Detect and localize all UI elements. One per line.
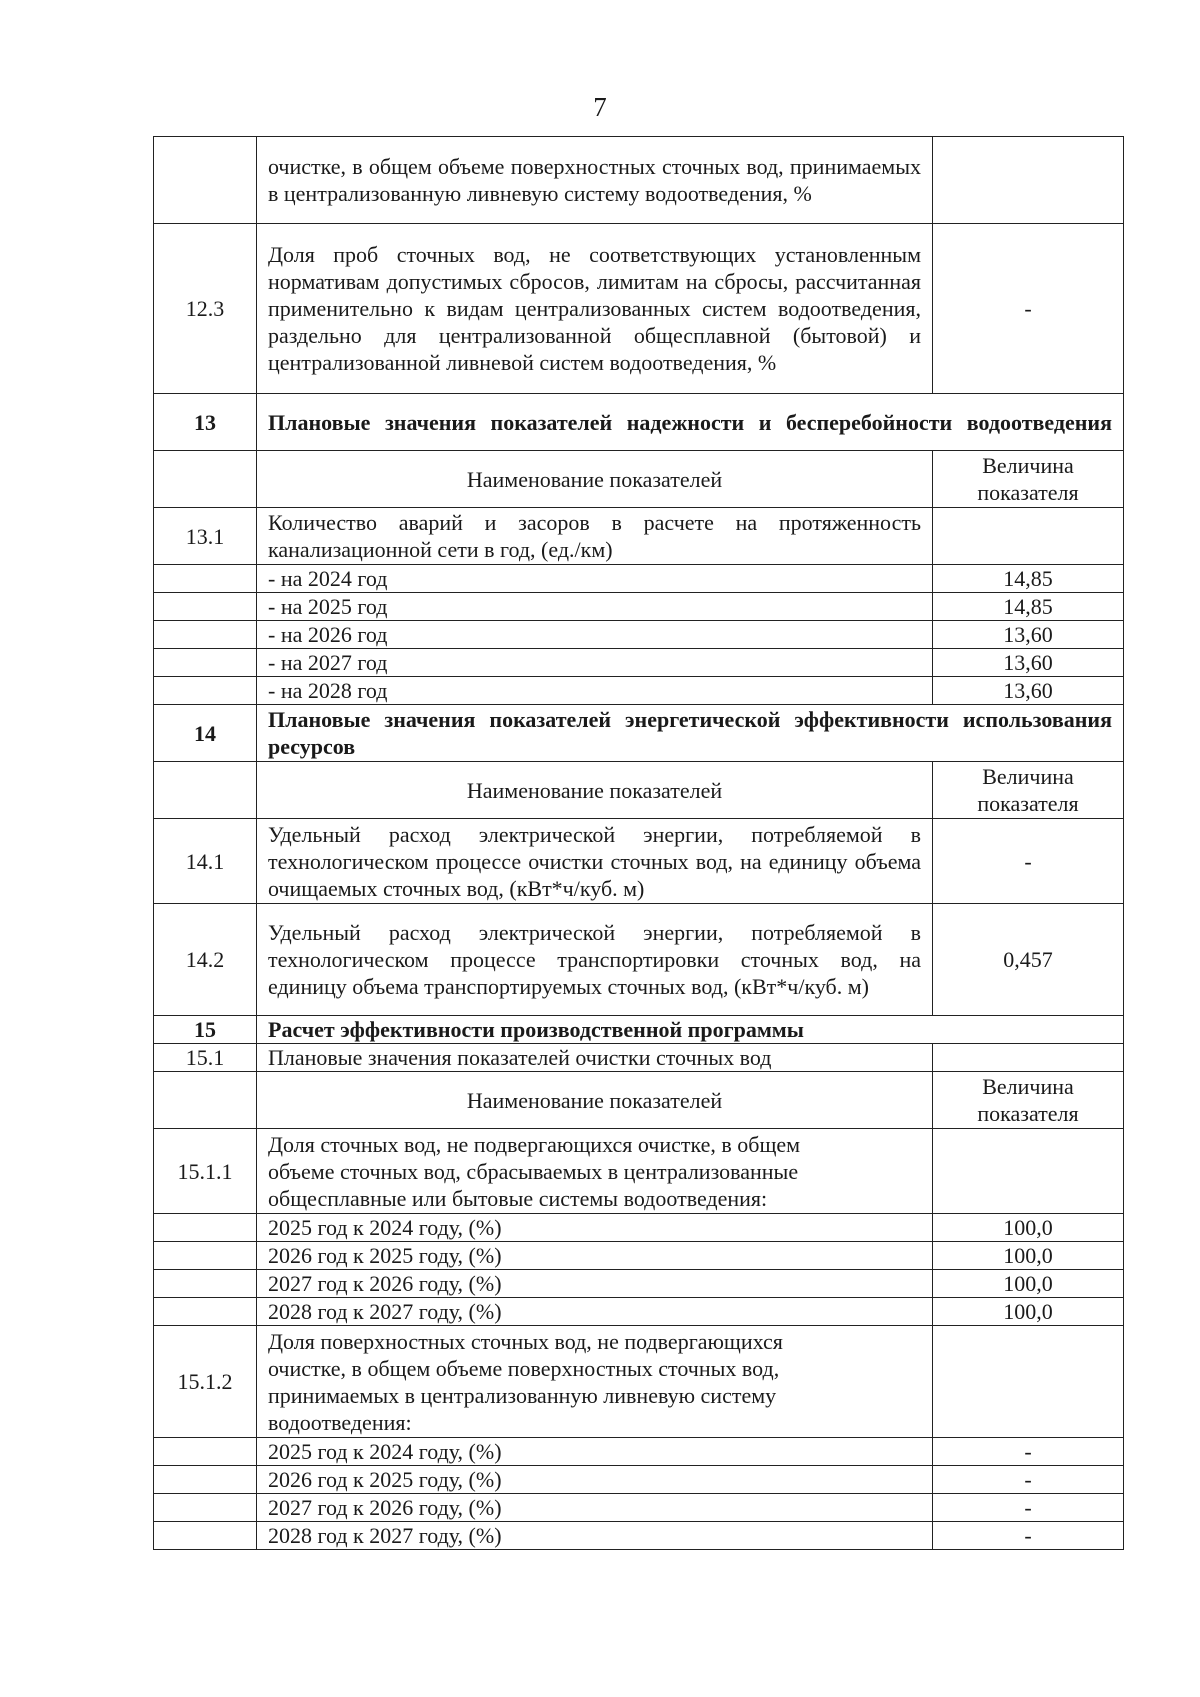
header-row (154, 451, 1124, 508)
year-value: 13,60 (933, 621, 1124, 649)
section-number: 15 (154, 1016, 257, 1044)
period-value: - (933, 1522, 1124, 1550)
section-title: Расчет эффективности производственной программы (257, 1016, 1124, 1044)
period-value: - (933, 1466, 1124, 1494)
row-number: 12.3 (154, 224, 257, 394)
row-number: 14.2 (154, 904, 257, 1016)
period-value: 100,0 (933, 1298, 1124, 1326)
period-label: 2026 год к 2025 году, (%) (257, 1466, 933, 1494)
section-row (154, 394, 1124, 451)
table-row (154, 1129, 1124, 1214)
row-number: 13.1 (154, 508, 257, 565)
table-row (154, 1466, 1124, 1494)
header-row (154, 1072, 1124, 1129)
section-row (154, 705, 1124, 762)
indicator-text: Доля сточных вод, не подвергающихся очистке, в общем объеме сточных вод, сбрасываемых в централизованные общесплавные или бытовые системы водоотведения: (257, 1129, 933, 1214)
period-label: 2025 год к 2024 году, (%) (257, 1438, 933, 1466)
year-value: 13,60 (933, 649, 1124, 677)
period-label: 2028 год к 2027 году, (%) (257, 1522, 933, 1550)
header-row (154, 762, 1124, 819)
indicators-table (153, 136, 1124, 1550)
period-label: 2027 год к 2026 году, (%) (257, 1494, 933, 1522)
indicator-value: 0,457 (933, 904, 1124, 1016)
table-row (154, 649, 1124, 677)
indicator-text: Доля поверхностных сточных вод, не подвергающихся очистке, в общем объеме поверхностных сточных вод, принимаемых в централизованную ливневую систему водоотведения: (257, 1326, 933, 1438)
section-number: 14 (154, 705, 257, 762)
period-value: - (933, 1494, 1124, 1522)
year-label: - на 2025 год (257, 593, 933, 621)
table-row (154, 593, 1124, 621)
row-number: 15.1.2 (154, 1326, 257, 1438)
column-header-value: Величина показателя (933, 762, 1124, 819)
period-value: 100,0 (933, 1242, 1124, 1270)
period-label: 2028 год к 2027 году, (%) (257, 1298, 933, 1326)
indicator-value: - (933, 224, 1124, 394)
table-row (154, 1270, 1124, 1298)
table-row (154, 1438, 1124, 1466)
period-value: 100,0 (933, 1270, 1124, 1298)
indicator-text: Плановые значения показателей очистки сточных вод (257, 1044, 933, 1072)
period-label: 2026 год к 2025 году, (%) (257, 1242, 933, 1270)
column-header-name: Наименование показателей (257, 451, 933, 508)
period-value: - (933, 1438, 1124, 1466)
year-value: 14,85 (933, 593, 1124, 621)
indicator-value: - (933, 819, 1124, 904)
table-row (154, 565, 1124, 593)
table-row (154, 1298, 1124, 1326)
section-number: 13 (154, 394, 257, 451)
year-value: 13,60 (933, 677, 1124, 705)
row-number: 14.1 (154, 819, 257, 904)
row-number: 15.1.1 (154, 1129, 257, 1214)
year-value: 14,85 (933, 565, 1124, 593)
year-label: - на 2024 год (257, 565, 933, 593)
section-row (154, 1016, 1124, 1044)
indicator-text: очистке, в общем объеме поверхностных сточных вод, принимаемых в централизованную ливневую систему водоотведения, % (257, 137, 933, 224)
table-row (154, 819, 1124, 904)
year-label: - на 2026 год (257, 621, 933, 649)
table-row (154, 1494, 1124, 1522)
table-row (154, 508, 1124, 565)
period-value: 100,0 (933, 1214, 1124, 1242)
table-row (154, 224, 1124, 394)
table-row (154, 904, 1124, 1016)
column-header-name: Наименование показателей (257, 1072, 933, 1129)
column-header-name: Наименование показателей (257, 762, 933, 819)
table-row (154, 677, 1124, 705)
table-row (154, 1522, 1124, 1550)
column-header-value: Величина показателя (933, 451, 1124, 508)
section-title: Плановые значения показателей энергетической эффективности использования ресурсов (257, 705, 1124, 762)
period-label: 2025 год к 2024 году, (%) (257, 1214, 933, 1242)
indicator-text: Количество аварий и засоров в расчете на протяженность канализационной сети в год, (ед./км) (257, 508, 933, 565)
table-row (154, 1326, 1124, 1438)
indicator-value (933, 137, 1124, 224)
table-row (154, 1044, 1124, 1072)
year-label: - на 2027 год (257, 649, 933, 677)
table-row (154, 1242, 1124, 1270)
column-header-value: Величина показателя (933, 1072, 1124, 1129)
indicator-text: Доля проб сточных вод, не соответствующих установленным нормативам допустимых сбросов, лимитам на сбросы, рассчитанная применительно к видам централизованных систем водоотведения, раздельно для централизованной общесплавной (бытовой) и централизованной ливневой систем водоотведения, % (257, 224, 933, 394)
indicator-text: Удельный расход электрической энергии, потребляемой в технологическом процессе транспортировки сточных вод, на единицу объема транспортируемых сточных вод, (кВт*ч/куб. м) (257, 904, 933, 1016)
period-label: 2027 год к 2026 году, (%) (257, 1270, 933, 1298)
table-row (154, 1214, 1124, 1242)
year-label: - на 2028 год (257, 677, 933, 705)
section-title: Плановые значения показателей надежности и бесперебойности водоотведения (257, 394, 1124, 451)
page-number: 7 (593, 92, 607, 122)
table-row (154, 137, 1124, 224)
row-number (154, 137, 257, 224)
table-row (154, 621, 1124, 649)
row-number: 15.1 (154, 1044, 257, 1072)
indicator-text: Удельный расход электрической энергии, потребляемой в технологическом процессе очистки сточных вод, на единицу объема очищаемых сточных вод, (кВт*ч/куб. м) (257, 819, 933, 904)
